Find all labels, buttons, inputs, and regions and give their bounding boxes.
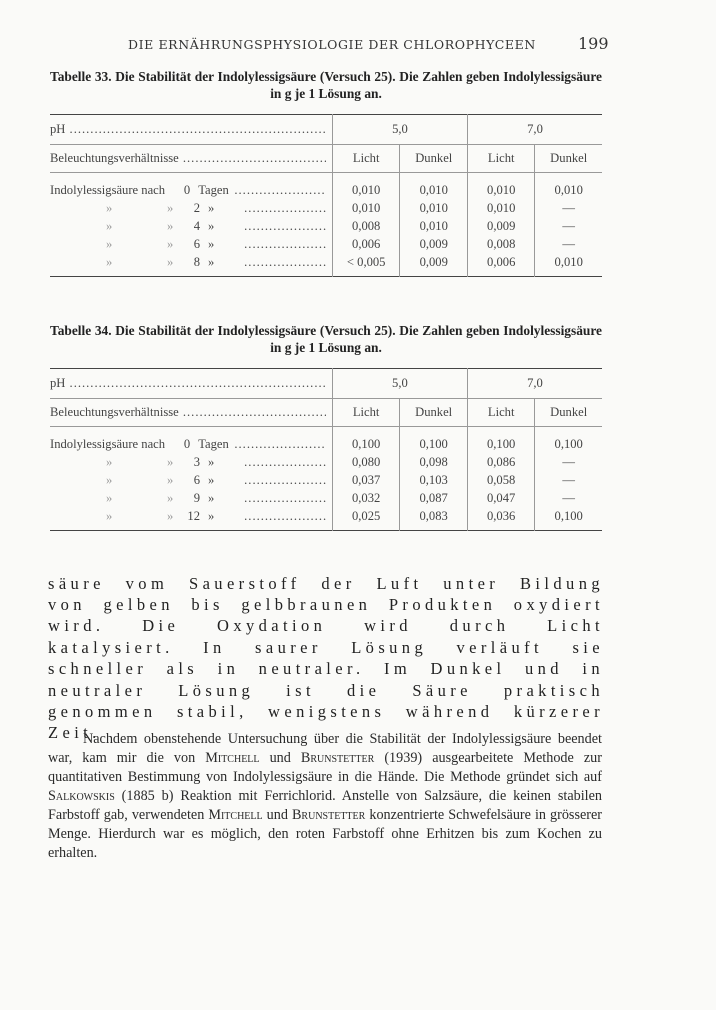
table-cell: 0,008 xyxy=(332,217,400,235)
ph-value: 5,0 xyxy=(332,115,467,145)
table-33-block xyxy=(50,68,602,277)
author-name: Mitchell xyxy=(205,750,260,767)
table-cell: — xyxy=(535,471,602,489)
table-row xyxy=(50,235,602,253)
table-cell: 0,010 xyxy=(332,181,400,199)
table-cell: 0,010 xyxy=(535,253,602,271)
row-label: » » 8 » ..... xyxy=(50,255,326,270)
table-cell: 0,037 xyxy=(332,471,399,489)
table-caption: Tabelle 34. Die Stabilität der Indolylessigsäure (Versuch 25). Die Zahlen geben Indolylessigsäure in g je 1 Lösung an. xyxy=(50,323,602,355)
table-cell: 0,009 xyxy=(400,253,468,271)
row-label: » » 6 » ..... xyxy=(50,237,326,252)
table-cell: 0,058 xyxy=(467,471,534,489)
table-row xyxy=(50,217,602,235)
light-label-cell xyxy=(50,145,332,173)
table-cell: 0,010 xyxy=(468,199,535,217)
spacer-row xyxy=(50,427,602,436)
row-label: » » 6 » ..... xyxy=(50,473,326,488)
table-cell: 0,087 xyxy=(400,489,468,507)
row-label: » » 2 » ..... xyxy=(50,201,326,216)
table-cell: 0,100 xyxy=(535,435,602,453)
data-table xyxy=(50,368,602,531)
table-cell: 0,100 xyxy=(535,507,602,525)
light-column-header: Licht xyxy=(332,145,400,173)
table-row xyxy=(50,507,602,525)
table-cell: — xyxy=(535,489,602,507)
table-cell: 0,006 xyxy=(332,235,400,253)
author-name: Salkowskis xyxy=(48,787,115,804)
ph-label-cell xyxy=(50,115,332,145)
table-cell: 0,025 xyxy=(332,507,399,525)
spacer-row xyxy=(50,271,602,277)
row-label: » » 9 » ..... xyxy=(50,491,326,506)
table-cell: 0,010 xyxy=(535,181,602,199)
light-column-header: Dunkel xyxy=(400,399,468,427)
table-cell: 0,008 xyxy=(468,235,535,253)
table-row xyxy=(50,253,602,271)
page-number: 199 xyxy=(578,34,609,53)
row-label: » » 4 » ..... xyxy=(50,219,326,234)
ph-row xyxy=(50,115,602,145)
ph-value: 5,0 xyxy=(332,369,467,399)
ph-row xyxy=(50,369,602,399)
light-row xyxy=(50,145,602,173)
light-column-header: Licht xyxy=(467,399,534,427)
table-cell: 0,036 xyxy=(467,507,534,525)
author-name: Brunstetter xyxy=(291,806,366,823)
row-label: » » 12 » ..... xyxy=(50,509,326,524)
row-label: Indolylessigsäure nach 0 Tagen ..... xyxy=(50,183,326,198)
table-cell: 0,010 xyxy=(400,199,468,217)
ph-label: pH ..... xyxy=(50,122,326,137)
light-label-cell xyxy=(50,399,332,427)
table-cell: 0,032 xyxy=(332,489,399,507)
spacer-row xyxy=(50,525,602,531)
table-caption: Tabelle 33. Die Stabilität der Indolylessigsäure (Versuch 25). Die Zahlen geben Indolylessigsäure in g je 1 Lösung an. xyxy=(50,69,602,101)
table-cell: — xyxy=(535,235,602,253)
light-label: Beleuchtungsverhältnisse ..... xyxy=(50,151,326,166)
table-cell: — xyxy=(535,217,602,235)
light-column-header: Licht xyxy=(332,399,399,427)
table-cell: 0,100 xyxy=(400,435,468,453)
table-row xyxy=(50,471,602,489)
ph-value: 7,0 xyxy=(467,369,602,399)
light-column-header: Dunkel xyxy=(400,145,468,173)
light-label: Beleuchtungsverhältnisse ..... xyxy=(50,405,326,420)
table-cell: 0,100 xyxy=(332,435,399,453)
row-label: » » 3 » ..... xyxy=(50,455,326,470)
table-cell: 0,080 xyxy=(332,453,399,471)
table-cell: 0,010 xyxy=(400,217,468,235)
table-cell: 0,006 xyxy=(468,253,535,271)
table-row xyxy=(50,435,602,453)
running-head xyxy=(0,34,716,54)
table-cell: 0,047 xyxy=(467,489,534,507)
table-row xyxy=(50,199,602,217)
author-name: Brunstetter xyxy=(300,750,375,767)
table-cell: 0,009 xyxy=(400,235,468,253)
table-row xyxy=(50,489,602,507)
table-cell: — xyxy=(535,199,602,217)
light-column-header: Dunkel xyxy=(535,145,602,173)
row-label: Indolylessigsäure nach 0 Tagen ..... xyxy=(50,437,326,452)
table-cell: 0,010 xyxy=(332,199,400,217)
ph-label: pH ..... xyxy=(50,376,326,391)
light-column-header: Dunkel xyxy=(535,399,602,427)
body-paragraph: Nachdem obenstehende Untersuchung über die Stabilität der Indolylessigsäure beendet war, kam mir die von Mitchell und Brunstetter (1939) ausgearbeitete Methode zur quantitativen Bestimmung von Indolylessigsäure in die Hände. Die Methode gründet sich auf Salkowskis (1885 b) Reaktion mit Ferrichlorid. Anstelle von Salzsäure, die keinen stabilen Farbstoff gab, verwendeten Mitchell und Brunstetter konzentrierte Schwefelsäure in grösserer Menge. Hierdurch war es möglich, den roten Farbstoff ohne Erhitzen bis zum Kochen zu erhalten. xyxy=(48,731,603,861)
table-cell: 0,009 xyxy=(468,217,535,235)
light-row xyxy=(50,399,602,427)
running-title: DIE ERNÄHRUNGSPHYSIOLOGIE DER CHLOROPHYCEEN xyxy=(128,37,536,52)
ph-value: 7,0 xyxy=(468,115,602,145)
spacer-row xyxy=(50,173,602,182)
table-row xyxy=(50,181,602,199)
spaced-paragraph: säure vom Sauerstoff der Luft unter Bildung von gelben bis gelbbraunen Produkten oxydiert wird. Die Oxydation wird durch Licht katalysiert. In saurer Lösung verläuft sie schneller als in neutraler. Im Dunkel und in neutraler Lösung ist die Säure praktisch genommen stabil, wenigstens während kürzerer Zeit. xyxy=(48,573,604,743)
ph-label-cell xyxy=(50,369,332,399)
table-cell: 0,010 xyxy=(468,181,535,199)
table-cell: 0,083 xyxy=(400,507,468,525)
table-cell: < 0,005 xyxy=(332,253,400,271)
table-34-block xyxy=(50,322,602,531)
table-cell: 0,103 xyxy=(400,471,468,489)
table-cell: 0,098 xyxy=(400,453,468,471)
table-cell: 0,100 xyxy=(467,435,534,453)
table-cell: 0,086 xyxy=(467,453,534,471)
table-cell: 0,010 xyxy=(400,181,468,199)
table-cell: — xyxy=(535,453,602,471)
light-column-header: Licht xyxy=(468,145,535,173)
data-table xyxy=(50,114,602,277)
author-name: Mitchell xyxy=(208,806,263,823)
table-row xyxy=(50,453,602,471)
